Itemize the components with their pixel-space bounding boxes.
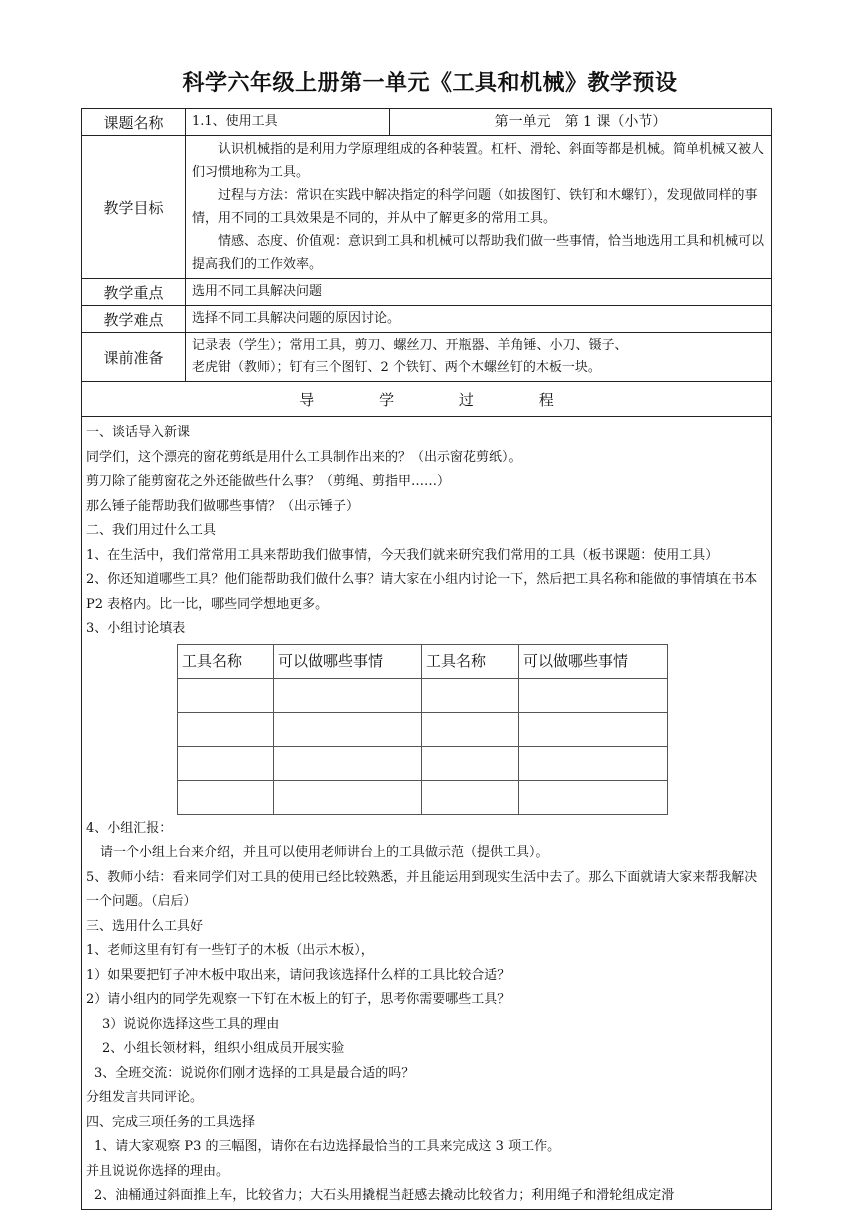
heading-char-3: 过 xyxy=(458,390,474,409)
body-line: 请一个小组上台来介绍，并且可以使用老师讲台上的工具做示范（提供工具）。 xyxy=(100,845,549,860)
body-line: 那么锤子能帮助我们做哪些事情？（出示锤子） xyxy=(86,498,360,514)
tool-table-header: 可以做哪些事情 xyxy=(519,644,668,678)
section-heading: 一、谈话导入新课 xyxy=(86,425,191,440)
tool-table-cell[interactable] xyxy=(274,678,422,712)
tool-table-cell[interactable] xyxy=(178,678,274,712)
process-heading xyxy=(82,382,772,417)
tool-table-cell[interactable] xyxy=(422,712,519,746)
tool-table-row xyxy=(178,712,668,746)
body-line: 5、教师小结：看来同学们对工具的使用已经比较熟悉，并且能运用到现实生活中去了。那么下面就请大家来帮我解决一个问题。（启后） xyxy=(86,869,758,909)
goals-row xyxy=(82,136,772,279)
key-point-row xyxy=(82,279,772,306)
topic-label: 课题名称 xyxy=(82,109,186,136)
preparation-row xyxy=(82,333,772,382)
goal-paragraph-2: 过程与方法：常识在实践中解决指定的科学问题（如拔图钉、铁钉和木螺钉），发现做同样的事情，用不同的工具效果是不同的，并从中了解更多的常用工具。 xyxy=(192,188,758,226)
difficulty-row xyxy=(82,306,772,333)
tool-discussion-table xyxy=(177,644,668,815)
body-line: 剪刀除了能剪窗花之外还能做些什么事？（剪绳、剪指甲……） xyxy=(86,474,451,489)
tool-table-header: 工具名称 xyxy=(422,644,519,678)
section-heading: 四、完成三项任务的工具选择 xyxy=(86,1114,256,1130)
tool-table-cell[interactable] xyxy=(178,712,274,746)
heading-char-4: 程 xyxy=(538,390,554,409)
preparation-content xyxy=(186,333,772,382)
process-heading-row xyxy=(82,382,772,417)
tool-table-cell[interactable] xyxy=(178,746,274,780)
topic-value: 1.1、使用工具 xyxy=(186,109,390,136)
tool-table-cell[interactable] xyxy=(422,678,519,712)
body-line: 2、油桶通过斜面推上车，比较省力；大石头用撬棍当赶感去撬动比较省力；利用绳子和滑轮组成定滑 xyxy=(94,1188,675,1203)
preparation-line-2: 老虎钳（教师）；钉有三个图钉、2 个铁钉、两个木螺丝钉的木板一块。 xyxy=(192,360,601,375)
tool-table-header: 工具名称 xyxy=(178,644,274,678)
preparation-line-1: 记录表（学生）；常用工具，剪刀、螺丝刀、开瓶器、羊角锤、小刀、镊子、 xyxy=(192,338,628,353)
document-title: 科学六年级上册第一单元《工具和机械》教学预设 xyxy=(182,70,678,96)
difficulty-label: 教学难点 xyxy=(82,306,186,333)
body-line: 1）如果要把钉子冲木板中取出来，请问我该选择什么样的工具比较合适？ xyxy=(86,967,511,983)
preparation-label: 课前准备 xyxy=(82,333,186,382)
tool-table-cell[interactable] xyxy=(519,780,668,814)
goals-content xyxy=(186,136,772,279)
goals-label: 教学目标 xyxy=(82,136,186,279)
body-line: 3、小组讨论填表 xyxy=(86,621,186,636)
body-line: 4、小组汇报： xyxy=(86,820,173,836)
lesson-plan-table xyxy=(81,108,772,1210)
body-line: 2、小组长领材料，组织小组成员开展实验 xyxy=(102,1041,345,1056)
tool-table-row xyxy=(178,746,668,780)
body-line: 分组发言共同评论。 xyxy=(86,1090,204,1105)
section-heading: 三、选用什么工具好 xyxy=(86,918,204,934)
goal-paragraph-1: 认识机械指的是利用力学原理组成的各种装置。杠杆、滑轮、斜面等都是机械。简单机械又被人们习惯地称为工具。 xyxy=(192,142,765,180)
tool-table-cell[interactable] xyxy=(274,712,422,746)
tool-table-cell[interactable] xyxy=(422,746,519,780)
topic-row xyxy=(82,109,772,136)
body-line: 1、在生活中，我们常常用工具来帮助我们做事情，今天我们就来研究我们常用的工具（板书课题：使用工具） xyxy=(86,547,719,563)
body-line: 2、你还知道哪些工具？他们能帮助我们做什么事？请大家在小组内讨论一下，然后把工具名称和能做的事情填在书本 P2 表格内。比一比，哪些同学想地更多。 xyxy=(86,572,758,612)
body-line: 并且说说你选择的理由。 xyxy=(86,1163,230,1179)
tool-table-cell[interactable] xyxy=(422,780,519,814)
tool-table-row xyxy=(178,678,668,712)
difficulty-value: 选择不同工具解决问题的原因讨论。 xyxy=(186,306,772,333)
key-point-label: 教学重点 xyxy=(82,279,186,306)
tool-table-row xyxy=(178,780,668,814)
process-content xyxy=(82,417,772,1210)
process-row xyxy=(82,417,772,1210)
key-point-value: 选用不同工具解决问题 xyxy=(186,279,772,306)
body-line: 1、老师这里有钉有一些钉子的木板（出示木板）， xyxy=(86,943,374,958)
tool-table-cell[interactable] xyxy=(519,712,668,746)
body-line: 1、请大家观察 P3 的三幅图，请你在右边选择最恰当的工具来完成这 3 项工作。 xyxy=(94,1139,561,1154)
tool-table-cell[interactable] xyxy=(274,780,422,814)
tool-table-header: 可以做哪些事情 xyxy=(274,644,422,678)
body-line: 2）请小组内的同学先观察一下钉在木板上的钉子，思考你需要哪些工具？ xyxy=(86,992,511,1007)
heading-char-1: 导 xyxy=(299,390,315,409)
tool-table-cell[interactable] xyxy=(274,746,422,780)
tool-table-cell[interactable] xyxy=(519,746,668,780)
body-line: 3、全班交流：说说你们刚才选择的工具是最合适的吗？ xyxy=(94,1065,415,1081)
tool-table-header-row xyxy=(178,644,668,678)
goal-paragraph-3: 情感、态度、价值观：意识到工具和机械可以帮助我们做一些事情，恰当地选用工具和机械可以提高我们的工作效率。 xyxy=(192,234,765,272)
section-heading: 二、我们用过什么工具 xyxy=(86,523,217,538)
unit-value: 第一单元 第 1 课（小节） xyxy=(390,109,772,136)
body-line: 同学们，这个漂亮的窗花剪纸是用什么工具制作出来的？（出示窗花剪纸）。 xyxy=(86,449,522,465)
tool-table-cell[interactable] xyxy=(519,678,668,712)
heading-char-2: 学 xyxy=(379,390,395,409)
body-line: 3）说说你选择这些工具的理由 xyxy=(102,1016,280,1032)
tool-table-cell[interactable] xyxy=(178,780,274,814)
